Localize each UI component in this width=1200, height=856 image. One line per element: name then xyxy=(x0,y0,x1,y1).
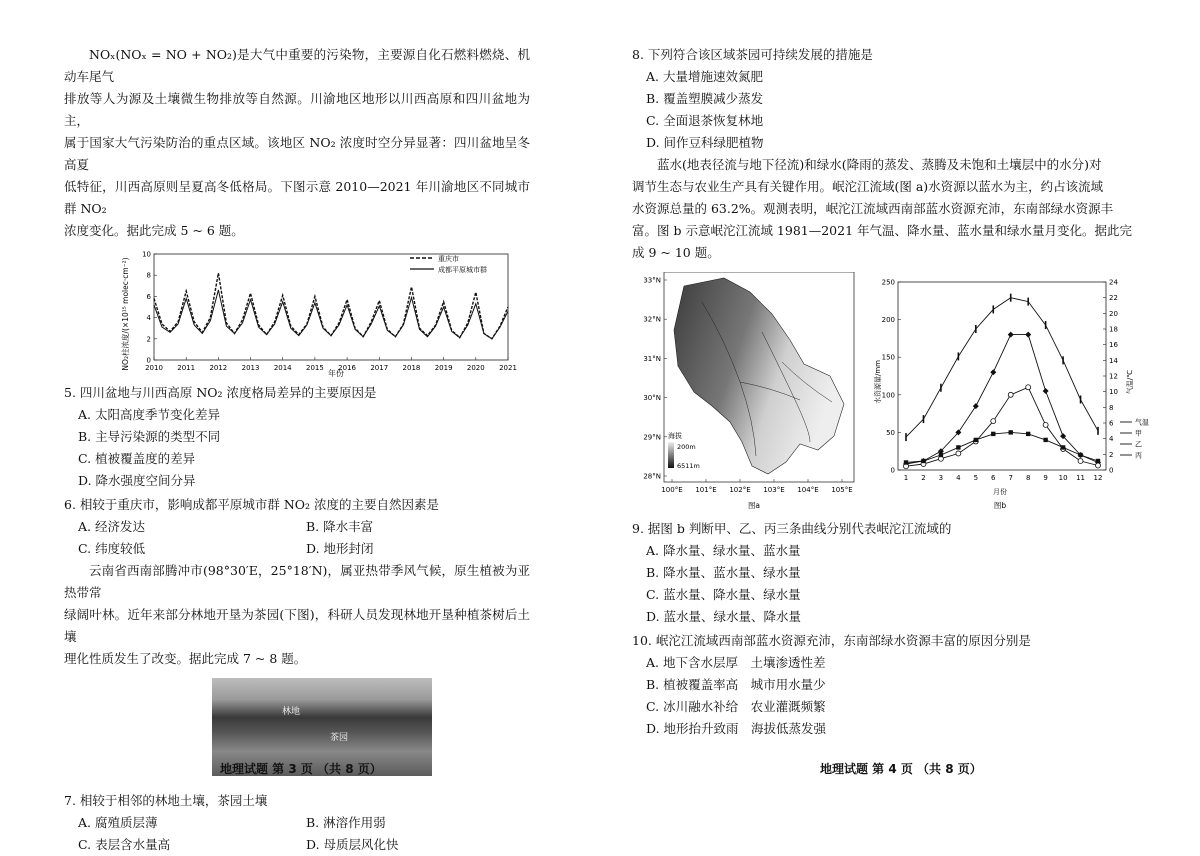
chart2-y2-tick-label: 8 xyxy=(1109,403,1114,412)
q6-option-c: C. 纬度较低 xyxy=(78,541,146,556)
q8-stem: 8. 下列符合该区域茶园可持续发展的措施是 xyxy=(632,47,873,62)
intro2-line: 绿阔叶林。近年来部分林地开垦为茶园(下图)，科研人员发现林地开垦种植茶树后土壤 xyxy=(64,607,530,644)
q9-option-b: B. 降水量、蓝水量、绿水量 xyxy=(646,565,801,580)
chart2-x-tick-label: 3 xyxy=(938,474,944,482)
chart2-y2-tick-label: 2 xyxy=(1109,450,1114,459)
map-lon-label: 102°E xyxy=(729,486,751,494)
chart1-series-line-chengdu xyxy=(154,290,508,339)
basin-map xyxy=(632,272,868,516)
chart2-y2-tick-label: 10 xyxy=(1109,388,1118,397)
chart1-x-tick-label: 2016 xyxy=(338,364,357,372)
question-7 xyxy=(64,790,530,856)
chart2-x-tick-label: 4 xyxy=(956,474,961,482)
q6-stem: 6. 相较于重庆市，影响成都平原城市群 NO₂ 浓度的主要自然因素是 xyxy=(64,497,440,512)
chart2-point-yi xyxy=(1026,385,1031,390)
chart2-point-bing xyxy=(1009,430,1013,434)
figure-row xyxy=(632,272,1152,516)
elevation-legend-title: 海拔 xyxy=(668,432,682,440)
water-temperature-chart xyxy=(868,272,1152,516)
q7-stem: 7. 相较于相邻的林地土壤，茶园土壤 xyxy=(64,793,268,808)
chart2-y-tick-label: 50 xyxy=(886,428,895,437)
q10-stem: 10. 岷沱江流域西南部蓝水资源充沛，东南部绿水资源丰富的原因分别是 xyxy=(632,633,1031,648)
q10-option-b: B. 植被覆盖率高 城市用水量少 xyxy=(646,677,826,692)
q7-option-a: A. 腐殖质层薄 xyxy=(78,815,158,830)
chart1-x-tick-label: 2014 xyxy=(273,364,292,372)
map-lon-label: 101°E xyxy=(695,486,717,494)
chart2-x-tick-label: 1 xyxy=(903,474,909,482)
chart1-xlabel: 年份 xyxy=(328,369,344,378)
chart2-x-tick-label: 10 xyxy=(1058,474,1068,482)
q9-option-a: A. 降水量、绿水量、蓝水量 xyxy=(646,543,801,558)
map-lat-label: 33°N xyxy=(643,276,661,285)
chart2-xlabel: 月份 xyxy=(993,488,1007,496)
intro-paragraph-1 xyxy=(64,44,530,242)
chart2-point-bing xyxy=(1043,438,1047,442)
map-lat-label: 29°N xyxy=(643,433,661,442)
chart2-y2-tick-label: 18 xyxy=(1109,325,1118,334)
chart2-point-bing xyxy=(921,459,925,463)
legend-label-chengdu: 成都平原城市群 xyxy=(438,266,487,274)
map-lon-label: 105°E xyxy=(831,486,853,494)
chart2-legend-label-jia: 甲 xyxy=(1135,429,1142,438)
intro3-line: 成 9 ~ 10 题。 xyxy=(632,245,720,260)
q8-option-b: B. 覆盖塑膜减少蒸发 xyxy=(646,91,764,106)
q9-option-d: D. 蓝水量、绿水量、降水量 xyxy=(646,609,802,624)
intro-paragraph-3 xyxy=(632,154,1152,264)
chart2-x-tick-label: 12 xyxy=(1093,474,1103,482)
chart2-point-yi xyxy=(1078,458,1083,463)
intro-line: 属于国家大气污染防治的重点区域。该地区 NO₂ 浓度时空分异显著：四川盆地呈冬高夏 xyxy=(64,135,530,172)
chart1-y-tick-label: 0 xyxy=(146,356,151,365)
chart2-plot-frame xyxy=(898,282,1106,470)
chart1-y-tick-label: 2 xyxy=(146,335,151,344)
chart1-x-tick-label: 2010 xyxy=(145,364,163,372)
q5-option-d: D. 降水强度空间分异 xyxy=(78,473,196,488)
chart2-point-yi xyxy=(1008,392,1013,397)
q7-option-d: D. 母质层风化快 xyxy=(306,837,399,852)
q8-option-c: C. 全面退茶恢复林地 xyxy=(646,113,764,128)
chart2-series-line-temperature xyxy=(906,298,1098,437)
chart2-y2-tick-label: 16 xyxy=(1109,341,1118,350)
chart2-y2-tick-label: 14 xyxy=(1109,356,1118,365)
chart1-x-tick-label: 2018 xyxy=(402,364,421,372)
chart2-point-bing xyxy=(904,460,908,464)
chart2-caption: 图b xyxy=(993,501,1007,510)
chart2-y2-tick-label: 20 xyxy=(1109,309,1118,318)
question-8 xyxy=(632,44,1152,154)
chart1-y-tick-label: 8 xyxy=(146,271,151,280)
chart2-y-tick-label: 250 xyxy=(881,278,895,287)
chart2-y2-tick-label: 6 xyxy=(1109,419,1114,428)
chart2-y-tick-label: 150 xyxy=(881,353,895,362)
chart1-x-tick-label: 2020 xyxy=(466,364,485,372)
q5-option-a: A. 太阳高度季节变化差异 xyxy=(78,407,220,422)
chart1-x-tick-label: 2013 xyxy=(241,364,260,372)
chart2-y2-tick-label: 24 xyxy=(1109,278,1118,287)
chart2-x-tick-label: 5 xyxy=(973,474,979,482)
elevation-legend-bar xyxy=(668,442,674,468)
q6-option-b: B. 降水丰富 xyxy=(306,519,374,534)
chart2-point-bing xyxy=(1078,453,1082,457)
chart2-legend-label-bing: 丙 xyxy=(1135,451,1142,460)
question-5 xyxy=(64,382,530,492)
chart2-x-tick-label: 7 xyxy=(1008,474,1013,482)
intro3-line: 调节生态与农业生产具有关键作用。岷沱江流域(图 a)水资源以蓝水为主，约占该流域 xyxy=(632,179,1104,194)
map-lon-label: 103°E xyxy=(763,486,785,494)
chart2-point-bing xyxy=(939,453,943,457)
map-lat-label: 30°N xyxy=(643,394,661,403)
chart1-x-tick-label: 2011 xyxy=(177,364,196,372)
chart2-x-tick-label: 11 xyxy=(1076,474,1086,482)
chart1-x-tick-label: 2017 xyxy=(370,364,389,372)
map-lat-label: 28°N xyxy=(643,472,661,481)
q5-option-b: B. 主导污染源的类型不同 xyxy=(78,429,221,444)
chart2-y-tick-label: 200 xyxy=(881,316,895,325)
intro2-line: 云南省西南部腾冲市(98°30′E，25°18′N)，属亚热带季风气候，原生植被为亚热带常 xyxy=(64,563,530,600)
chart2-x-tick-label: 9 xyxy=(1043,474,1048,482)
chart2-point-jia xyxy=(1043,388,1049,394)
q10-option-a: A. 地下含水层厚 土壤渗透性差 xyxy=(646,655,826,670)
chart2-point-bing xyxy=(991,432,995,436)
chart2-point-jia xyxy=(973,403,979,409)
chart2-point-bing xyxy=(1026,432,1030,436)
map-lon-label: 104°E xyxy=(797,486,819,494)
q7-option-c: C. 表层含水量高 xyxy=(78,837,171,852)
chart2-y2-tick-label: 4 xyxy=(1109,435,1114,444)
chart2-point-yi xyxy=(956,451,961,456)
chart2-point-jia xyxy=(1008,332,1014,338)
chart2-x-tick-label: 2 xyxy=(921,474,926,482)
chart1-y-tick-label: 10 xyxy=(142,250,151,259)
chart2-y2-tick-label: 22 xyxy=(1109,294,1118,303)
chart1-ylabel: NO₂柱浓度/(×10¹⁵ molec·cm⁻²) xyxy=(121,257,130,371)
intro-line: 浓度变化。据此完成 5 ~ 6 题。 xyxy=(64,223,244,238)
chart2-point-jia xyxy=(1025,332,1031,338)
map-caption: 图a xyxy=(747,501,761,510)
chart2-y2-tick-label: 0 xyxy=(1109,466,1114,475)
intro3-line: 蓝水(地表径流与地下径流)和绿水(降雨的蒸发、蒸腾及未饱和土壤层中的水分)对 xyxy=(657,157,1102,172)
intro-line: 排放等人为源及土壤微生物排放等自然源。川渝地区地形以川西高原和四川盆地为主， xyxy=(64,91,530,128)
photo-label-forest: 林地 xyxy=(282,707,301,717)
chart2-point-yi xyxy=(1096,463,1101,468)
map-lat-label: 32°N xyxy=(643,315,661,324)
left-page xyxy=(64,44,530,856)
map-lon-label: 100°E xyxy=(661,486,683,494)
q9-option-c: C. 蓝水量、降水量、绿水量 xyxy=(646,587,801,602)
elevation-legend-low: 6511m xyxy=(677,462,700,470)
intro-paragraph-2 xyxy=(64,560,530,670)
chart1-y-tick-label: 4 xyxy=(146,314,151,323)
intro3-line: 富。图 b 示意岷沱江流域 1981—2021 年气温、降水量、蓝水量和绿水量月变化。据此完 xyxy=(632,223,1133,238)
question-9 xyxy=(632,518,1152,628)
chart2-series-line-bing xyxy=(906,432,1098,462)
no2-line-chart xyxy=(118,248,518,380)
q6-option-d: D. 地形封闭 xyxy=(306,541,374,556)
q8-option-d: D. 间作豆科绿肥植物 xyxy=(646,135,764,150)
q10-option-d: D. 地形抬升致雨 海拔低蒸发强 xyxy=(646,721,827,736)
chart2-point-bing xyxy=(956,445,960,449)
chart1-legend xyxy=(410,254,487,274)
chart1-y-tick-label: 6 xyxy=(146,292,151,301)
chart2-x-tick-label: 8 xyxy=(1025,474,1031,482)
chart2-point-bing xyxy=(1096,459,1100,463)
q10-option-c: C. 冰川融水补给 农业灌溉频繁 xyxy=(646,699,826,714)
question-10 xyxy=(632,630,1152,740)
photo-label-tea: 茶园 xyxy=(330,733,349,743)
q5-option-c: C. 植被覆盖度的差异 xyxy=(78,451,196,466)
chart2-y-tick-label: 100 xyxy=(881,391,895,400)
q8-option-a: A. 大量增施速效氮肥 xyxy=(646,69,763,84)
chart2-point-yi xyxy=(991,419,996,424)
question-6 xyxy=(64,494,530,560)
chart2-y2-tick-label: 12 xyxy=(1109,372,1118,381)
chart2-point-jia xyxy=(990,369,996,375)
chart2-x-tick-label: 6 xyxy=(991,474,996,482)
chart2-point-bing xyxy=(1061,445,1065,449)
chart2-legend-label-yi: 乙 xyxy=(1135,440,1142,449)
map-lat-label: 31°N xyxy=(643,354,661,363)
chart1-series-line-chongqing xyxy=(154,273,508,339)
chart2-point-yi xyxy=(1043,422,1048,427)
legend-label-chongqing: 重庆市 xyxy=(438,255,459,263)
intro3-line: 水资源总量的 63.2%。观测表明，岷沱江流域西南部蓝水资源充沛，东南部绿水资源丰 xyxy=(632,201,1114,216)
chart1-x-tick-label: 2012 xyxy=(209,364,228,372)
chart1-x-tick-label: 2015 xyxy=(305,364,324,372)
chart2-ylabel-right: 气温/℃ xyxy=(1126,369,1134,395)
chart2-point-bing xyxy=(974,438,978,442)
chart2-ylabel-left: 水资源量/mm xyxy=(874,360,882,404)
q7-option-b: B. 淋溶作用弱 xyxy=(306,815,386,830)
intro2-line: 理化性质发生了改变。据此完成 7 ~ 8 题。 xyxy=(64,651,307,666)
chart2-legend-label-temperature: 气温 xyxy=(1135,418,1149,427)
q9-stem: 9. 据图 b 判断甲、乙、丙三条曲线分别代表岷沱江流域的 xyxy=(632,521,952,536)
chart1-x-tick-label: 2021 xyxy=(499,364,517,372)
chart2-y-tick-label: 0 xyxy=(890,466,895,475)
q6-option-a: A. 经济发达 xyxy=(78,519,145,534)
intro-line: 低特征，川西高原则呈夏高冬低格局。下图示意 2010—2021 年川渝地区不同城市群 NO₂ xyxy=(64,179,530,216)
q5-stem: 5. 四川盆地与川西高原 NO₂ 浓度格局差异的主要原因是 xyxy=(64,385,377,400)
chart1-x-tick-label: 2019 xyxy=(434,364,453,372)
right-page xyxy=(632,44,1152,740)
right-footer: 地理试题 第 4 页 （共 8 页） xyxy=(820,762,982,776)
elevation-legend-high: 200m xyxy=(677,443,696,451)
left-footer: 地理试题 第 3 页 （共 8 页） xyxy=(220,762,382,776)
intro-line: NOₓ(NOₓ = NO + NO₂)是大气中重要的污染物，主要源自化石燃料燃烧、机动车尾气 xyxy=(64,47,530,84)
